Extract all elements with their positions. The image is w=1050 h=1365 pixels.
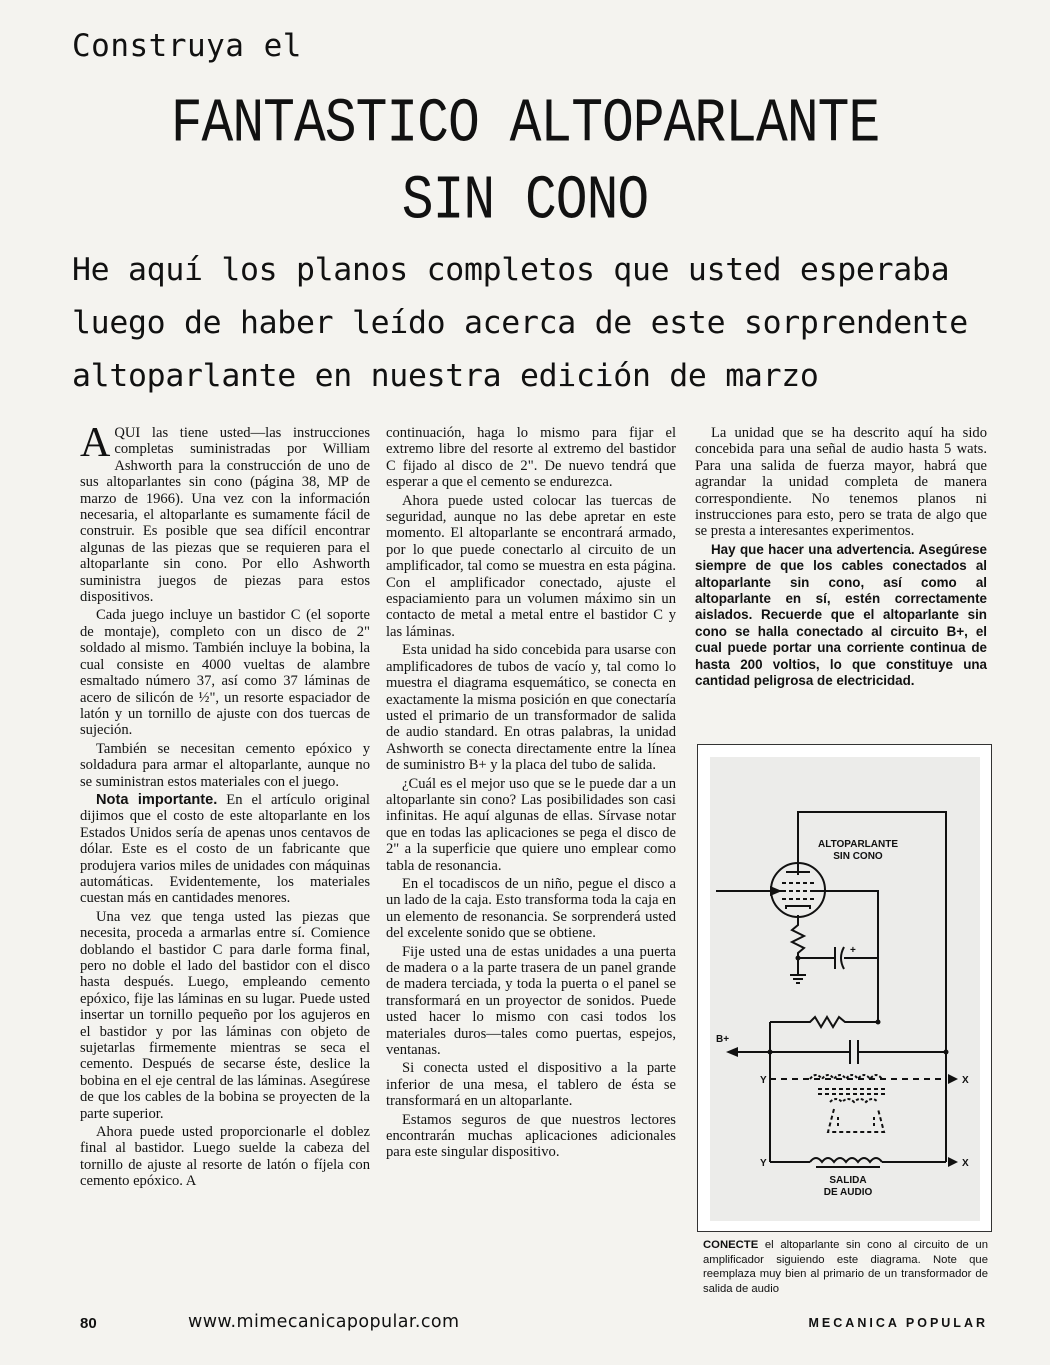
paragraph: Si conecta usted el dispositivo a la parte inferior de una mesa, el tablero de ésta se transformará en un altoparlante. bbox=[386, 1060, 676, 1110]
terminal-y-label: Y bbox=[760, 1075, 767, 1086]
paragraph: Cada juego incluye un bastidor C (el soporte de montaje), completo con un disco de 2" soldado al mismo. También incluye la bobina, la cual consiste en 4000 vueltas de alambre esmaltado número 37, así como 37 láminas de acero de silicón de ½", un resorte espaciador de latón y un tornillo de ajuste con dos tuercas de sujeción. bbox=[80, 607, 370, 739]
text-column-2 bbox=[386, 425, 676, 1161]
text-column-3 bbox=[695, 425, 987, 690]
output-label-line-2: DE AUDIO bbox=[823, 1187, 873, 1198]
paragraph: Ahora puede usted proporcionarle el doblez final al bastidor. Luego suelde la cabeza del tornillo de ajuste al resorte de latón o fíjela con cemento epóxico. A bbox=[80, 1124, 370, 1190]
paragraph: La unidad que se ha descrito aquí ha sido concebida para una señal de audio hasta 5 wats. Para una salida de fuerza mayor, habrá que agrandar la unidad completa de manera correspondiente. No tenemos planos ni instrucciones para esto, pero se trata de algo que se presta a interesantes experimentos. bbox=[695, 425, 987, 540]
caption-lead: CONECTE bbox=[703, 1239, 759, 1251]
terminal-x-label: X bbox=[962, 1075, 969, 1086]
terminal-y-label: Y bbox=[760, 1158, 767, 1169]
website-watermark: www.mimecanicapopular.com bbox=[188, 1312, 460, 1332]
article-title-line-1: FANTASTICO ALTOPARLANTE bbox=[170, 88, 880, 160]
paragraph: También se necesitan cemento epóxico y soldadura para armar el altoparlante, aunque no se suministran estos materiales con el juego. bbox=[80, 740, 370, 790]
article-title-line-2: SIN CONO bbox=[401, 165, 649, 237]
diagram-panel bbox=[710, 757, 980, 1221]
paragraph: En el tocadiscos de un niño, pegue el disco a un lado de la caja. Esto transforma toda la caja en un elemento de resonancia. Se sorprenderá usted del excelente sonido que se obtiene. bbox=[386, 875, 676, 942]
paragraph: Nota importante. En el artículo original dijimos que el costo de este altoparlante en los Estados Unidos sería de apenas unos centavos de dólar. Este es el costo de un fabricante que produjera varios miles de unidades con máquinas automáticas. Evidentemente, los materiales cuestan más en cantidades menores. bbox=[80, 791, 370, 907]
paragraph: Esta unidad ha sido concebida para usarse con amplificadores de tubos de vacío y, tal como lo muestra el diagrama esquemático, se conecta en exactamente la misma posición en que conectaría usted el primario de un transformador de salida de audio standard. En otras palabras, la unidad Ashworth se conecta directamente entre la línea de suministro B+ y la placa del tubo de salida. bbox=[386, 642, 676, 774]
paragraph: Una vez que tenga usted las piezas que necesita, proceda a armarlas entre sí. Comience doblando el bastidor C para darle forma final, pero no doble el lado del bastidor con el disco hasta después. Luego, empleando cemento epóxico, fije las láminas en su lugar. Puede usted insertar un tornillo pequeño por los agujeros en el bastidor y por las láminas con objeto de sujetarlas firmemente mientras se seca el cemento. Después de secarse éste, deslice la bobina en el eje central de las láminas. Asegúrese de que los cables de la bobina se proyecten de la parte superior. bbox=[80, 908, 370, 1122]
paragraph: continuación, haga lo mismo para fijar el extremo libre del resorte al extremo del bastidor C fijado al disco de 2". De nuevo tendrá que esperar a que el cemento se endurezca. bbox=[386, 425, 676, 491]
cathode-resistor bbox=[792, 915, 804, 975]
paragraph: AQUI las tiene usted—las instrucciones completas suministradas por William Ashworth para la construcción de uno de sus altoparlantes sin cono (página 38, MP de marzo de 1966). Una vez con la información necesaria, el altoparlante es sumamente fácil de construir. Es posible que sea difícil encontrar algunas de las piezas que se requieren para el altoparlante sin cono. Por ello Ashworth suministra juegos de piezas para estos dispositivos. bbox=[80, 420, 370, 606]
plus-sign-label: + bbox=[850, 945, 856, 956]
circuit-schematic bbox=[710, 757, 980, 1221]
screen-resistor bbox=[770, 1017, 878, 1027]
text-column-1 bbox=[80, 420, 370, 1190]
magazine-name: MECANICA POPULAR bbox=[808, 1316, 988, 1330]
paragraph: Fije usted una de estas unidades a una puerta de madera o a la parte trasera de un panel grande de madera terciada, y toda la puerta o el panel se transformará en un proyector de sonidos. Puede usted hacer lo mismo con casi todos los materiales duros—tales como puertas, espejos, ventanas. bbox=[386, 943, 676, 1059]
article-kicker: Construya el bbox=[72, 28, 302, 64]
bplus-label: B+ bbox=[716, 1034, 730, 1045]
speaker-icon bbox=[830, 1099, 878, 1102]
speaker-label-line-1: ALTOPARLANTE bbox=[818, 839, 898, 850]
circuit-diagram-figure bbox=[697, 744, 992, 1232]
drop-cap: A bbox=[80, 420, 111, 466]
paragraph: Hay que hacer una advertencia. Asegúrese siempre de que los cables conectados al altoparlante sin cono, así como al altoparlante en sí, estén correctamente aislados. Recuerde que el altoparlante sin cono se halla conectado al circuito B+, el cual puede portar una corriente continua de hasta 200 voltios, lo que constituye una cantidad peligrosa de electricidad. bbox=[695, 541, 987, 689]
paragraph: ¿Cuál es el mejor uso que se le puede dar a un altoparlante sin cono? Las posibilidades son casi infinitas. He aquí algunas de ellas. Sírvase notar que en todas las aplicaciones se pega el disco de 2" a la superficie que quiere uno emplear como tabla de resonancia. bbox=[386, 775, 676, 874]
terminal-x-label: X bbox=[962, 1158, 969, 1169]
page-number: 80 bbox=[80, 1315, 97, 1332]
speaker-label-line-2: SIN CONO bbox=[833, 851, 883, 862]
paragraph: Ahora puede usted colocar las tuercas de seguridad, aunque no las debe apretar en este momento. El altoparlante se encontrará armado, por lo que puede conectarlo al circuito de un amplificador, tal como se muestra en esta página. Con el amplificador conectado, ajuste el espaciamiento para un volumen máximo sin un contacto de metal a metal entre el bastidor C y las láminas. bbox=[386, 492, 676, 640]
figure-caption: CONECTE el altoparlante sin cono al circuito de un amplificador siguiendo este diagrama. Note que reemplaza muy bien al primario de un transformador de salida de audio bbox=[703, 1239, 988, 1295]
paragraph: Estamos seguros de que nuestros lectores encontrarán muchas aplicaciones adicionales para este singular dispositivo. bbox=[386, 1111, 676, 1161]
output-label-line-1: SALIDA bbox=[829, 1175, 867, 1186]
paragraph-lead: Nota importante. bbox=[96, 791, 218, 808]
article-subtitle: He aquí los planos completos que usted esperaba luego de haber leído acerca de este sorprendente altoparlante en nuestra edición de marzo bbox=[72, 252, 968, 394]
